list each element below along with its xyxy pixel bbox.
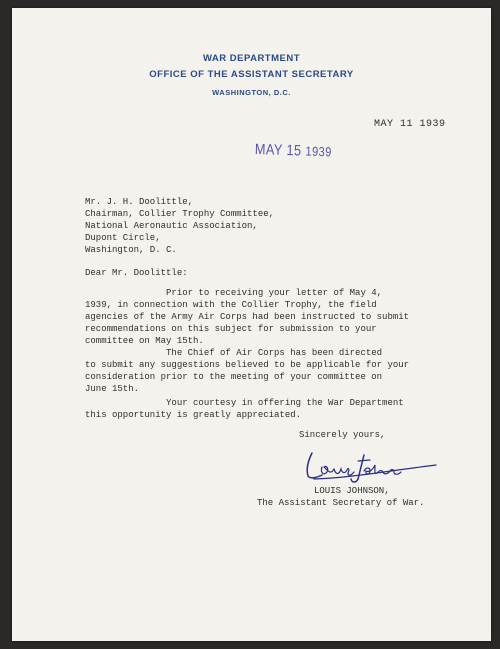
signatory-name: LOUIS JOHNSON, (314, 486, 390, 496)
letterhead-office: OFFICE OF THE ASSISTANT SECRETARY (149, 69, 354, 80)
received-date-stamp (255, 141, 332, 160)
signatory-title: The Assistant Secretary of War. (257, 498, 425, 508)
body-paragraph-1: Prior to receiving your letter of May 4, 1939, in connection with the Collier Trophy, the field agencies of the Army Air Corps had been instructed to submit recommendations on this subject for submission to your committee on May 15th. (85, 288, 410, 346)
handwritten-signature (298, 445, 438, 485)
body-paragraph-3: Your courtesy in offering the War Department this opportunity is greatly appreciated. (85, 398, 404, 420)
stamp-month-day: MAY 15 (254, 141, 302, 160)
salutation: Dear Mr. Doolittle: (85, 268, 188, 278)
complimentary-closing: Sincerely yours, (299, 430, 386, 440)
letterhead-department: WAR DEPARTMENT (202, 53, 301, 64)
body-paragraph-2: The Chief of Air Corps has been directed to submit any suggestions believed to be applicable for your consideration prior to the meeting of your committee on June 15th. (85, 348, 410, 394)
letter-sheet (12, 8, 491, 641)
letter-date: MAY 11 1939 (374, 119, 446, 130)
recipient-address: Mr. J. H. Doolittle, Chairman, Collier Trophy Committee, National Aeronautic Association, Dupont Circle, Washington, D. C. (85, 197, 275, 255)
stamp-year: 1939 (305, 143, 332, 160)
letterhead-location: WASHINGTON, D.C. (212, 88, 291, 97)
